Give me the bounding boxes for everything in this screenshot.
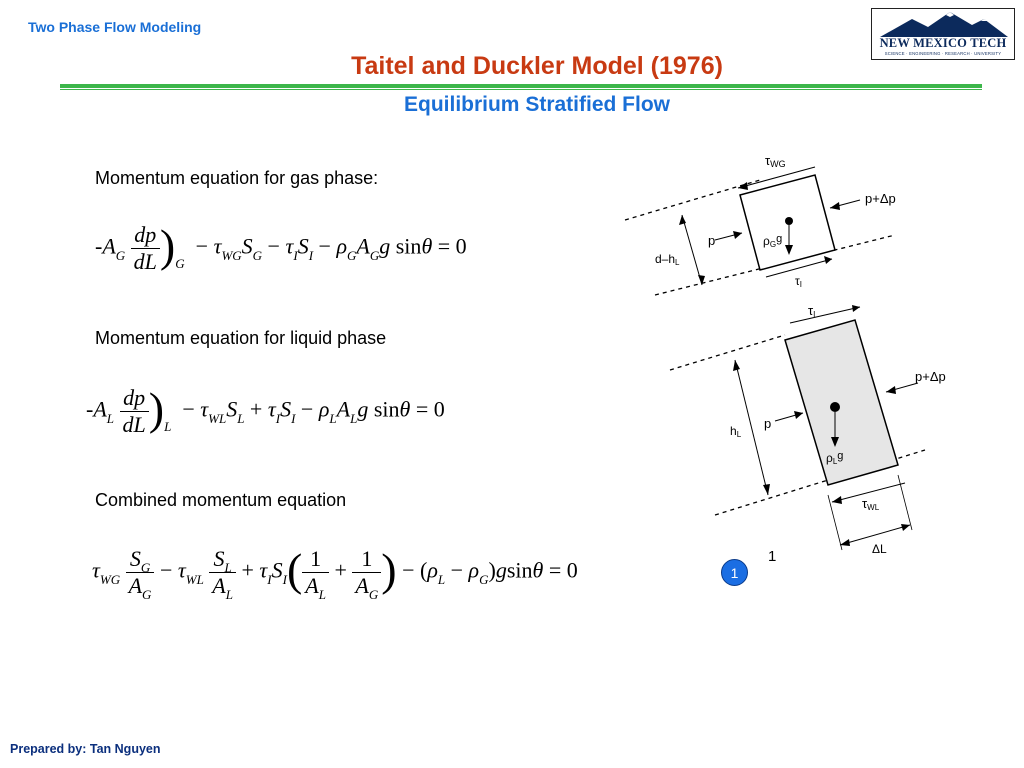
gas-momentum-equation: $-A_G$ $\frac{dp}{dL}$ )$_G - \tau_{WG}S_G - \tau_IS_I - \rho_GA_Gg$ sinθ = 0 <box>95 219 467 274</box>
liquid-element-diagram <box>660 295 960 560</box>
title-divider <box>60 84 982 88</box>
course-title: Two Phase Flow Modeling <box>28 19 202 35</box>
new-mexico-tech-logo <box>871 8 1015 60</box>
d-hl-label: d–hL <box>655 252 680 267</box>
equation-badge[interactable]: 1 <box>721 559 748 586</box>
delta-l-label: ΔL <box>872 542 887 556</box>
liquid-p-label: p <box>764 416 772 431</box>
gas-p-dp-label: p+Δp <box>865 191 896 206</box>
mountain-logo-icon <box>872 9 1014 39</box>
tau-wg-label: τWG <box>765 153 786 169</box>
liquid-p-dp-label: p+Δp <box>915 369 946 384</box>
logo-tagline: SCIENCE · ENGINEERING · RESEARCH · UNIVERSITY <box>884 51 1002 56</box>
liquid-momentum-equation: $-A_L$ $\frac{dp}{dL}$ )$_L - \tau_{WL}S_L + \tau_IS_I - \rho_LA_Lg$ sinθ = 0 <box>86 382 445 437</box>
liquid-tau-i-label: τI <box>808 303 816 319</box>
gas-tau-i-label: τI <box>795 274 802 289</box>
combined-label: Combined momentum equation <box>95 490 347 510</box>
rho-g-label: ρGg <box>763 233 783 249</box>
slide-title: Taitel and Duckler Model (1976) <box>351 52 723 80</box>
slide-subtitle: Equilibrium Stratified Flow <box>403 93 670 116</box>
tau-wl-label: τWL <box>862 496 880 512</box>
rho-l-label: ρLg <box>826 450 844 466</box>
combined-momentum-equation: $\tau_{WG}$ $\frac{S_G}{A_G}$ − $\tau_{WL}$ $\frac{S_L}{A_L}$ + $\tau_IS_I$( $\frac{1}{A_L}$ + $\frac{1}{A_G}$ ) − $(\rho_L - \rho_G)gsin\theta = 0$ <box>92 543 578 602</box>
liquid-phase-label: Momentum equation for liquid phase <box>95 328 387 348</box>
gas-p-label: p <box>708 233 716 248</box>
footer-author: Prepared by: Tan Nguyen <box>10 742 161 756</box>
gas-phase-label: Momentum equation for gas phase: <box>95 168 379 188</box>
equation-number: 1 <box>768 548 777 565</box>
title-divider-thin <box>60 89 982 90</box>
hl-label: hL <box>730 424 742 439</box>
logo-text: NEW MEXICO TECH <box>879 36 1007 50</box>
gas-element-diagram <box>620 145 920 305</box>
